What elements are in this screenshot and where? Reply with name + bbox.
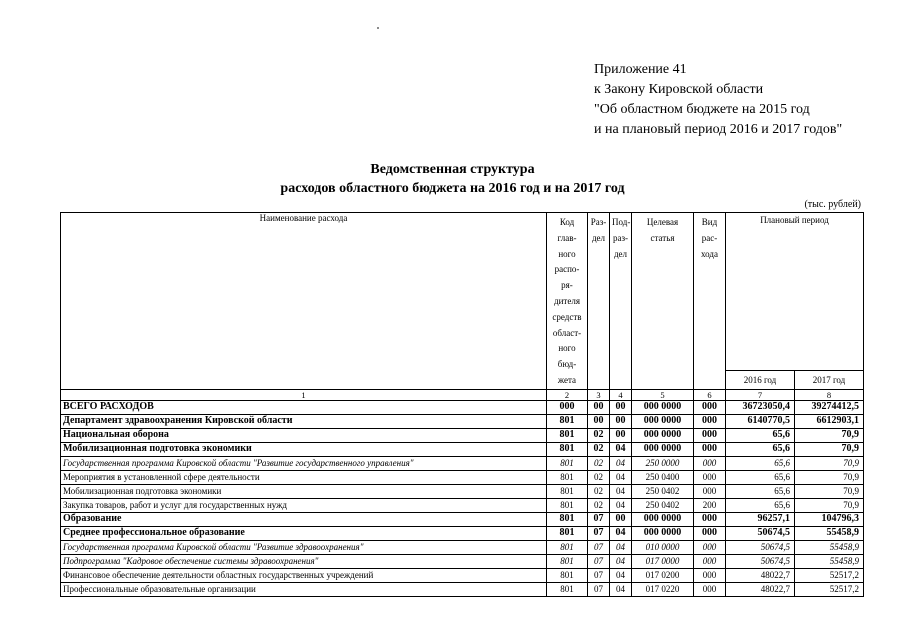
appendix-note (594, 60, 894, 140)
row-name: Мобилизационная подготовка экономики (61, 442, 547, 456)
column-number: 3 (588, 389, 610, 400)
scan-speck (377, 27, 379, 29)
column-number: 7 (726, 389, 795, 400)
header-line: жета (557, 374, 577, 385)
units-label: (тыс. рублей) (804, 199, 861, 210)
appendix-line-3: "Об областном бюджете на 2015 год (594, 102, 810, 117)
row-target: 000 0000 (632, 400, 694, 414)
row-value-2017: 70,9 (795, 428, 864, 442)
row-vid: 000 (694, 456, 726, 470)
row-vid: 000 (694, 442, 726, 456)
row-vid: 000 (694, 470, 726, 484)
table-row (61, 400, 864, 414)
row-target: 250 0400 (632, 470, 694, 484)
row-value-2016: 65,6 (726, 456, 795, 470)
row-value-2017: 55458,9 (795, 554, 864, 568)
row-code: 801 (547, 498, 588, 512)
column-number: 2 (547, 389, 588, 400)
table-row (61, 512, 864, 526)
row-name: Государственная программа Кировской области "Развитие здравоохранения" (61, 540, 547, 554)
row-target: 000 0000 (632, 414, 694, 428)
table-row (61, 526, 864, 540)
row-podrazdel: 04 (610, 540, 632, 554)
row-name: Закупка товаров, работ и услуг для государственных нужд (61, 498, 547, 512)
row-target: 000 0000 (632, 512, 694, 526)
row-value-2017: 70,9 (795, 442, 864, 456)
row-value-2016: 6140770,5 (726, 414, 795, 428)
appendix-line-1: Приложение 41 (594, 62, 687, 77)
row-razdel: 07 (588, 512, 610, 526)
header-target (632, 213, 694, 390)
row-podrazdel: 04 (610, 442, 632, 456)
row-podrazdel: 04 (610, 526, 632, 540)
header-vid (694, 213, 726, 390)
row-razdel: 07 (588, 526, 610, 540)
row-target: 017 0200 (632, 568, 694, 582)
table-row (61, 428, 864, 442)
row-target: 250 0402 (632, 498, 694, 512)
header-year-2016: 2016 год (726, 370, 795, 389)
header-line: ного (558, 248, 576, 259)
header-line: ного (558, 343, 576, 354)
header-line: ря- (561, 280, 573, 291)
document-title-line-1: Ведомственная структура (370, 162, 535, 177)
header-line: Под- (612, 217, 631, 227)
row-name: Национальная оборона (61, 428, 547, 442)
header-line: област- (552, 327, 582, 338)
row-vid: 000 (694, 512, 726, 526)
row-target: 017 0220 (632, 582, 694, 596)
table-row (61, 442, 864, 456)
row-code: 801 (547, 540, 588, 554)
document-title-line-2: расходов областного бюджета на 2016 год и на 2017 год (280, 181, 625, 196)
table-body (61, 400, 864, 596)
row-name: Департамент здравоохранения Кировской области (61, 414, 547, 428)
header-line: дел (613, 248, 628, 259)
row-podrazdel: 04 (610, 582, 632, 596)
row-podrazdel: 00 (610, 400, 632, 414)
row-name: Финансовое обеспечение деятельности областных государственных учреждений (61, 568, 547, 582)
row-code: 801 (547, 568, 588, 582)
row-vid: 000 (694, 400, 726, 414)
header-line: Вид (701, 217, 718, 227)
column-number: 5 (632, 389, 694, 400)
row-razdel: 07 (588, 540, 610, 554)
row-razdel: 00 (588, 400, 610, 414)
row-code: 801 (547, 512, 588, 526)
row-razdel: 07 (588, 568, 610, 582)
column-number: 6 (694, 389, 726, 400)
row-value-2017: 52517,2 (795, 568, 864, 582)
header-line: раз- (612, 232, 629, 243)
row-value-2016: 65,6 (726, 498, 795, 512)
table-row (61, 484, 864, 498)
header-line: рас- (701, 232, 718, 243)
column-number: 8 (795, 389, 864, 400)
row-name: Образование (61, 512, 547, 526)
row-code: 801 (547, 526, 588, 540)
table-row (61, 540, 864, 554)
row-value-2016: 65,6 (726, 428, 795, 442)
row-code: 801 (547, 428, 588, 442)
row-name: Профессиональные образовательные организации (61, 582, 547, 596)
row-podrazdel: 04 (610, 470, 632, 484)
row-podrazdel: 04 (610, 456, 632, 470)
header-plan-period: Плановый период (726, 213, 864, 371)
row-target: 250 0402 (632, 484, 694, 498)
row-name: Государственная программа Кировской области "Развитие государственного управления" (61, 456, 547, 470)
row-vid: 000 (694, 568, 726, 582)
row-podrazdel: 04 (610, 498, 632, 512)
row-target: 000 0000 (632, 442, 694, 456)
header-line: распо- (554, 264, 580, 275)
table-row (61, 414, 864, 428)
row-value-2016: 50674,5 (726, 540, 795, 554)
header-line: статья (650, 232, 675, 243)
row-target: 000 0000 (632, 428, 694, 442)
header-code (547, 213, 588, 390)
budget-table (60, 212, 864, 597)
row-code: 801 (547, 442, 588, 456)
header-line: Целевая (646, 217, 679, 227)
row-vid: 000 (694, 484, 726, 498)
row-vid: 000 (694, 540, 726, 554)
row-code: 801 (547, 456, 588, 470)
row-vid: 000 (694, 554, 726, 568)
row-value-2016: 65,6 (726, 442, 795, 456)
row-razdel: 02 (588, 484, 610, 498)
row-value-2016: 36723050,4 (726, 400, 795, 414)
appendix-line-4: и на плановый период 2016 и 2017 годов" (594, 122, 843, 137)
column-number: 4 (610, 389, 632, 400)
row-code: 801 (547, 554, 588, 568)
row-value-2016: 65,6 (726, 470, 795, 484)
column-number: 1 (61, 389, 547, 400)
header-line: глав- (557, 232, 577, 243)
row-code: 801 (547, 470, 588, 484)
row-podrazdel: 04 (610, 554, 632, 568)
row-razdel: 07 (588, 582, 610, 596)
row-code: 000 (547, 400, 588, 414)
header-line: хода (701, 248, 718, 259)
row-value-2017: 6612903,1 (795, 414, 864, 428)
header-line: средств (552, 311, 582, 322)
table-row (61, 582, 864, 596)
row-vid: 000 (694, 526, 726, 540)
table-row (61, 498, 864, 512)
row-razdel: 00 (588, 414, 610, 428)
row-value-2016: 96257,1 (726, 512, 795, 526)
row-value-2017: 70,9 (795, 470, 864, 484)
row-target: 250 0000 (632, 456, 694, 470)
row-podrazdel: 04 (610, 568, 632, 582)
row-value-2016: 50674,5 (726, 526, 795, 540)
header-razdel (588, 213, 610, 390)
header-line: дителя (554, 295, 580, 306)
row-value-2017: 55458,9 (795, 540, 864, 554)
table-row (61, 456, 864, 470)
row-name: Мероприятия в установленной сфере деятельности (61, 470, 547, 484)
header-line: бюд- (557, 359, 577, 370)
row-value-2016: 65,6 (726, 484, 795, 498)
row-code: 801 (547, 484, 588, 498)
header-line: Код (559, 217, 575, 227)
row-razdel: 07 (588, 554, 610, 568)
appendix-line-2: к Закону Кировской области (594, 82, 764, 97)
row-code: 801 (547, 414, 588, 428)
row-podrazdel: 00 (610, 428, 632, 442)
row-value-2017: 70,9 (795, 456, 864, 470)
row-podrazdel: 00 (610, 414, 632, 428)
row-name: Среднее профессиональное образование (61, 526, 547, 540)
table-row (61, 568, 864, 582)
row-target: 000 0000 (632, 526, 694, 540)
row-vid: 000 (694, 428, 726, 442)
row-value-2017: 70,9 (795, 498, 864, 512)
row-value-2016: 50674,5 (726, 554, 795, 568)
row-value-2017: 39274412,5 (795, 400, 864, 414)
row-vid: 000 (694, 414, 726, 428)
row-value-2016: 48022,7 (726, 568, 795, 582)
row-value-2017: 52517,2 (795, 582, 864, 596)
row-razdel: 02 (588, 456, 610, 470)
row-value-2016: 48022,7 (726, 582, 795, 596)
row-value-2017: 70,9 (795, 484, 864, 498)
header-year-2017: 2017 год (795, 370, 864, 389)
row-name: ВСЕГО РАСХОДОВ (61, 400, 547, 414)
table-row (61, 470, 864, 484)
table-row (61, 554, 864, 568)
row-razdel: 02 (588, 470, 610, 484)
row-vid: 200 (694, 498, 726, 512)
header-name: Наименование расхода (61, 213, 547, 390)
row-target: 010 0000 (632, 540, 694, 554)
row-razdel: 02 (588, 428, 610, 442)
row-razdel: 02 (588, 498, 610, 512)
row-name: Мобилизационная подготовка экономики (61, 484, 547, 498)
row-value-2017: 55458,9 (795, 526, 864, 540)
row-podrazdel: 00 (610, 512, 632, 526)
row-podrazdel: 04 (610, 484, 632, 498)
row-vid: 000 (694, 582, 726, 596)
row-code: 801 (547, 582, 588, 596)
header-podrazdel (610, 213, 632, 390)
row-name: Подпрограмма "Кадровое обеспечение системы здравоохранения" (61, 554, 547, 568)
row-target: 017 0000 (632, 554, 694, 568)
header-line: дел (591, 232, 606, 243)
header-line: Раз- (590, 217, 607, 227)
row-razdel: 02 (588, 442, 610, 456)
row-value-2017: 104796,3 (795, 512, 864, 526)
